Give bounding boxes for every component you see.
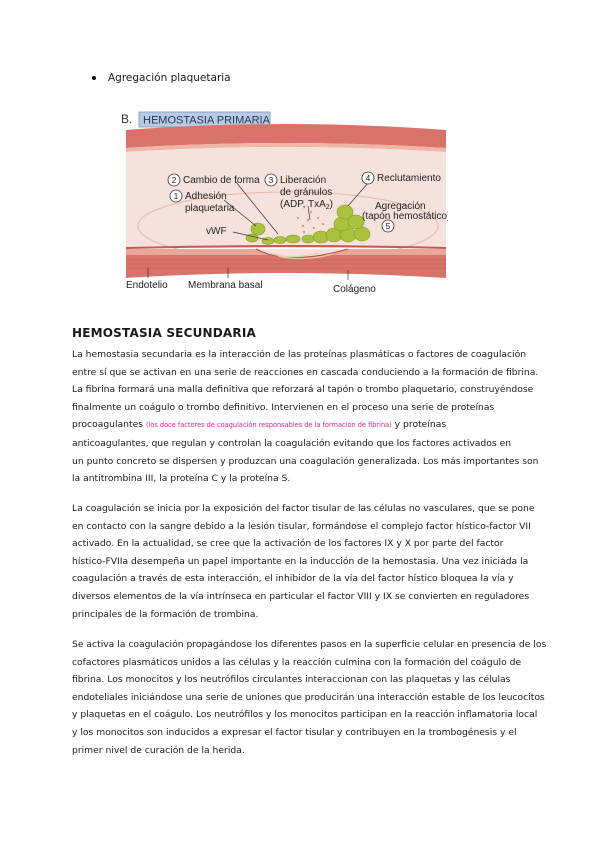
text-line: finalmente un coágulo o trombo definitivo. Intervienen en el proceso una serie de proteínas [72, 401, 495, 413]
label-endotelio: Endotelio [126, 280, 168, 291]
text-line: diversos elementos de la vía intrínseca en particular el factor VIII y IX se convierten en reguladores [72, 590, 530, 602]
text-line-mixed: procoagulantes (los doce factores de coagulación responsables de la formación de fibrina) y proteínas [72, 419, 447, 431]
bullet-item [92, 72, 231, 84]
label-adhesion-2: plaquetaria [185, 203, 235, 214]
step3-number: 3 [268, 175, 274, 185]
step4-number: 4 [365, 173, 371, 183]
paragraph-3 [72, 636, 547, 759]
step5-number: 5 [385, 221, 391, 231]
label-tapon: (tapón hemostático) [362, 211, 448, 222]
text-line: Se activa la coagulación propagándose los diferentes pasos en la superficie celular en presencia de los [72, 639, 547, 650]
text-line: hístico-FVIIa desempeña un papel importante en la inducción de la hemostasia. Una vez iniciada la [72, 555, 529, 567]
text-line: y plaquetas en el coágulo. Los neutrófilos y los monocitos participan en la reacción inflamatoria local [72, 709, 538, 721]
label-vwf: vWF [206, 226, 227, 237]
text-line: principales de la formación de trombina. [72, 608, 259, 620]
paragraph-2 [72, 500, 535, 623]
label-granulos: de gránulos [280, 187, 333, 198]
text-line: cofactores plasmáticos unidos a las células y la reacción culmina con la formación del coágulo de [72, 656, 522, 668]
text-line: la antitrombina III, la proteína C y la proteína S. [72, 473, 291, 485]
text-line: y los monocitos son inducidos a expresar el factor tisular y contribuyen en la trombogénesis y el [72, 726, 517, 738]
bullet-text: Agregación plaquetaria [108, 72, 231, 84]
label-adp: (ADP, TxA$_2$) [280, 199, 334, 211]
text-line: La hemostasia secundaria es la interacción de las proteínas plasmáticas o factores de coagulación [72, 349, 527, 360]
label-cambio-forma: Cambio de forma [183, 175, 260, 186]
step2-number: 2 [171, 175, 177, 185]
label-colageno: Colágeno [333, 284, 376, 295]
label-liberacion: Liberación [280, 175, 327, 186]
text-line: en contacto con la sangre debido a la lesión tisular, formándose el complejo factor hístico-factor VII [72, 520, 531, 532]
vessel-illustration [118, 108, 448, 298]
text-line: fibrina. Los monocitos y los neutrófilos circulantes interaccionan con las plaquetas y las células [72, 674, 511, 686]
bullet-dot [92, 76, 96, 80]
step1-number: 1 [173, 191, 179, 201]
label-adhesion: Adhesión [185, 191, 227, 202]
figure-letter: B. [121, 112, 133, 126]
figure-title: HEMOSTASIA PRIMARIA [143, 114, 270, 127]
label-agregacion: Agregación [375, 201, 426, 212]
text-line: anticoagulantes, que regulan y controlan la coagulación evitando que los factores activados en [72, 437, 512, 449]
text-line: La coagulación se inicia por la exposición del factor tisular de las células no vasculares, que se pone [72, 503, 535, 514]
hemostasia-primaria-figure [118, 108, 448, 298]
text-line: entre sí que se activan en una serie de reacciones en cascada conduciendo a la formación de fibrina. [72, 366, 539, 378]
pink-note: (los doce factores de coagulación responsables de la formación de fibrina) [145, 421, 392, 430]
text-line: coagulación a través de esta interacción, el inhibidor de la vía del factor hístico bloquea la vía y [72, 573, 514, 585]
text-line: activado. En la actualidad, se cree que la activación de los factores IX y X por parte del factor [72, 538, 504, 550]
vessel-bottom-wall [126, 255, 446, 278]
text-line: un punto concreto se dispersen y produzcan una coagulación generalizada. Los más importantes son [72, 455, 539, 467]
paragraph-1 [72, 346, 539, 488]
label-membrana-basal: Membrana basal [188, 280, 263, 291]
text-line: La fibrina formará una malla definitiva que reforzará al tapón o trombo plaquetario, construyéndose [72, 384, 534, 396]
text-line: primer nivel de curación de la herida. [72, 744, 245, 756]
text-line: endoteliales iniciándose una serie de uniones que producirán una interacción estable de los leucocitos [72, 691, 545, 703]
section-heading: HEMOSTASIA SECUNDARIA [72, 326, 257, 340]
label-reclutamiento: Reclutamiento [377, 173, 441, 184]
